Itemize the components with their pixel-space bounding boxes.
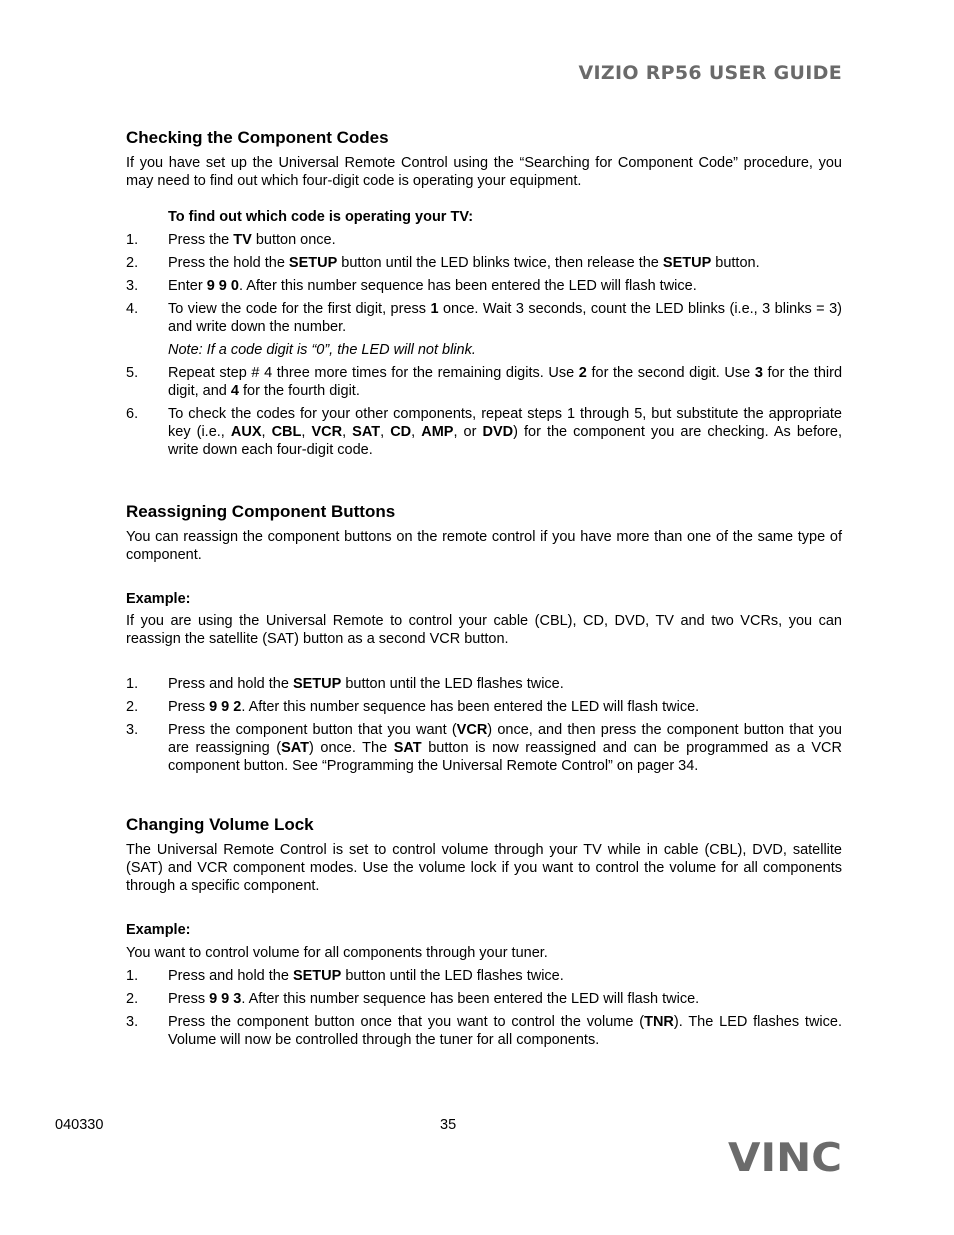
bold-key: DVD — [482, 424, 514, 440]
document-code: 040330 — [55, 1117, 104, 1133]
step-text — [168, 721, 842, 775]
text-run: button until the LED blinks twice, then release the — [337, 255, 663, 271]
step-number: 1. — [126, 676, 139, 692]
list-item — [126, 675, 842, 693]
text-run: for the third digit, and — [168, 365, 843, 399]
step-number: 2. — [126, 991, 139, 1007]
text-run: To view the code for the first digit, press — [168, 301, 431, 317]
bold-key: CBL — [271, 424, 302, 440]
step-text — [168, 698, 842, 716]
list-item — [126, 1013, 842, 1049]
logo-text: VINC — [728, 1138, 842, 1174]
bold-key: SAT — [281, 740, 309, 756]
step-number: 2. — [126, 255, 139, 271]
step-text — [168, 254, 842, 272]
text-run: ) once, and then press the component button that you are reassigning ( — [168, 722, 842, 756]
bold-key: 4 — [230, 383, 239, 399]
text-run: . After this number sequence has been entered the LED will flash twice. — [241, 991, 700, 1007]
bold-key: 2 — [578, 365, 587, 381]
vinc-logo — [728, 1138, 844, 1174]
bold-key: 3 — [754, 365, 763, 381]
bold-key: SETUP — [662, 255, 712, 271]
page-content — [126, 128, 842, 1054]
text-run: ) once. The — [309, 740, 394, 756]
step-text — [168, 277, 842, 295]
step-number: 1. — [126, 968, 139, 984]
step-number: 4. — [126, 301, 139, 317]
bold-key: AUX — [230, 424, 262, 440]
bold-key: SAT — [352, 424, 381, 440]
list-item — [126, 300, 842, 359]
text-run: Press the hold the — [168, 255, 289, 271]
section-intro: If you have set up the Universal Remote Control using the “Searching for Component Code” procedure, you may need to find out which four-digit code is operating your equipment. — [126, 155, 842, 189]
list-item — [126, 967, 842, 985]
text-run: for the fourth digit. — [238, 383, 360, 399]
page-number: 35 — [440, 1117, 457, 1133]
text-run: To check the codes for your other components, repeat steps 1 through 5, but substitute the appropriate key (i.e., — [168, 406, 842, 440]
step-text — [168, 364, 842, 400]
bold-key: CD — [390, 424, 412, 440]
text-run: Press — [168, 991, 210, 1007]
text-run: Press the — [168, 232, 234, 248]
step-number: 6. — [126, 406, 139, 422]
text-run: ) for the component you are checking. As before, write down each four-digit code. — [168, 424, 842, 458]
bold-key: SETUP — [292, 676, 342, 692]
text-run: for the second digit. Use — [586, 365, 755, 381]
example-text: If you are using the Universal Remote to control your cable (CBL), CD, DVD, TV and two VCRs, you can reassign the satellite (SAT) button as a second VCR button. — [126, 613, 842, 647]
step-note: Note: If a code digit is “0”, the LED will not blink. — [168, 342, 476, 358]
step-text — [168, 675, 842, 693]
list-item — [126, 698, 842, 716]
step-number: 3. — [126, 1014, 139, 1030]
bold-key: 1 — [430, 301, 439, 317]
text-run: , — [411, 424, 422, 440]
text-run: button once. — [251, 232, 336, 248]
text-run: button is now reassigned and can be programmed as a VCR component button. See “Programming the Universal Remote Control” on pager 34. — [168, 740, 843, 774]
steps-list — [126, 967, 842, 1049]
bold-key: 9 9 2 — [209, 699, 242, 715]
step-number: 2. — [126, 699, 139, 715]
step-number: 5. — [126, 365, 139, 381]
example-text: You want to control volume for all components through your tuner. — [126, 945, 548, 961]
step-text — [168, 990, 842, 1008]
list-item — [126, 364, 842, 400]
text-run: Repeat step # 4 three more times for the remaining digits. Use — [168, 365, 579, 381]
text-run: , — [261, 424, 272, 440]
bold-key: SAT — [393, 740, 422, 756]
text-run: once. Wait 3 seconds, count the LED blinks (i.e., 3 blinks = 3) and write down the number. — [168, 301, 842, 335]
text-run: Press — [168, 699, 210, 715]
section-heading-volume-lock: Changing Volume Lock — [126, 815, 314, 834]
text-run: , — [342, 424, 353, 440]
text-run: Enter — [168, 278, 207, 294]
bold-key: 9 9 0 — [206, 278, 239, 294]
list-item — [126, 405, 842, 459]
step-number: 3. — [126, 722, 139, 738]
section-heading-reassigning: Reassigning Component Buttons — [126, 502, 396, 521]
step-number: 3. — [126, 278, 139, 294]
text-run: Press and hold the — [168, 676, 293, 692]
text-run: Press the component button that you want ( — [168, 722, 457, 738]
bold-key: 9 9 3 — [209, 991, 242, 1007]
text-run: ). The LED flashes twice. Volume will now be controlled through the tuner for all components. — [168, 1014, 842, 1048]
section-intro: You can reassign the component buttons on the remote control if you have more than one of the same type of component. — [126, 529, 842, 563]
list-item — [126, 254, 842, 272]
text-run: , — [301, 424, 312, 440]
list-item — [126, 721, 842, 775]
example-label: Example: — [126, 922, 191, 938]
step-text — [168, 1013, 842, 1049]
list-item — [126, 231, 842, 249]
section-heading-component-codes: Checking the Component Codes — [126, 128, 389, 147]
text-run: Press and hold the — [168, 968, 293, 984]
bold-key: TV — [233, 232, 252, 248]
bold-key: VCR — [311, 424, 343, 440]
step-text — [168, 300, 842, 336]
step-text — [168, 231, 842, 249]
text-run: . After this number sequence has been entered the LED will flash twice. — [241, 699, 700, 715]
bold-key: SETUP — [292, 968, 342, 984]
page-header-title: VIZIO RP56 USER GUIDE — [578, 62, 842, 84]
bold-key: AMP — [421, 424, 454, 440]
text-run: button. — [711, 255, 760, 271]
list-item — [126, 277, 842, 295]
example-label: Example: — [126, 591, 191, 607]
steps-list — [126, 675, 842, 775]
step-text — [168, 405, 842, 459]
text-run: Press the component button once that you want to control the volume ( — [168, 1014, 645, 1030]
steps-list — [126, 231, 842, 459]
bold-key: TNR — [644, 1014, 674, 1030]
text-run: , — [380, 424, 391, 440]
list-item — [126, 990, 842, 1008]
section-intro: The Universal Remote Control is set to control volume through your TV while in cable (CBL), DVD, satellite (SAT) and VCR component modes. Use the volume lock if you want to control the volume for all components through a specific component. — [126, 842, 842, 894]
step-text — [168, 967, 842, 985]
text-run: , or — [453, 424, 483, 440]
text-run: button until the LED flashes twice. — [341, 676, 564, 692]
text-run: button until the LED flashes twice. — [341, 968, 564, 984]
bold-key: SETUP — [288, 255, 338, 271]
text-run: . After this number sequence has been entered the LED will flash twice. — [238, 278, 697, 294]
step-number: 1. — [126, 232, 139, 248]
subheading: To find out which code is operating your TV: — [168, 209, 474, 225]
bold-key: VCR — [456, 722, 488, 738]
